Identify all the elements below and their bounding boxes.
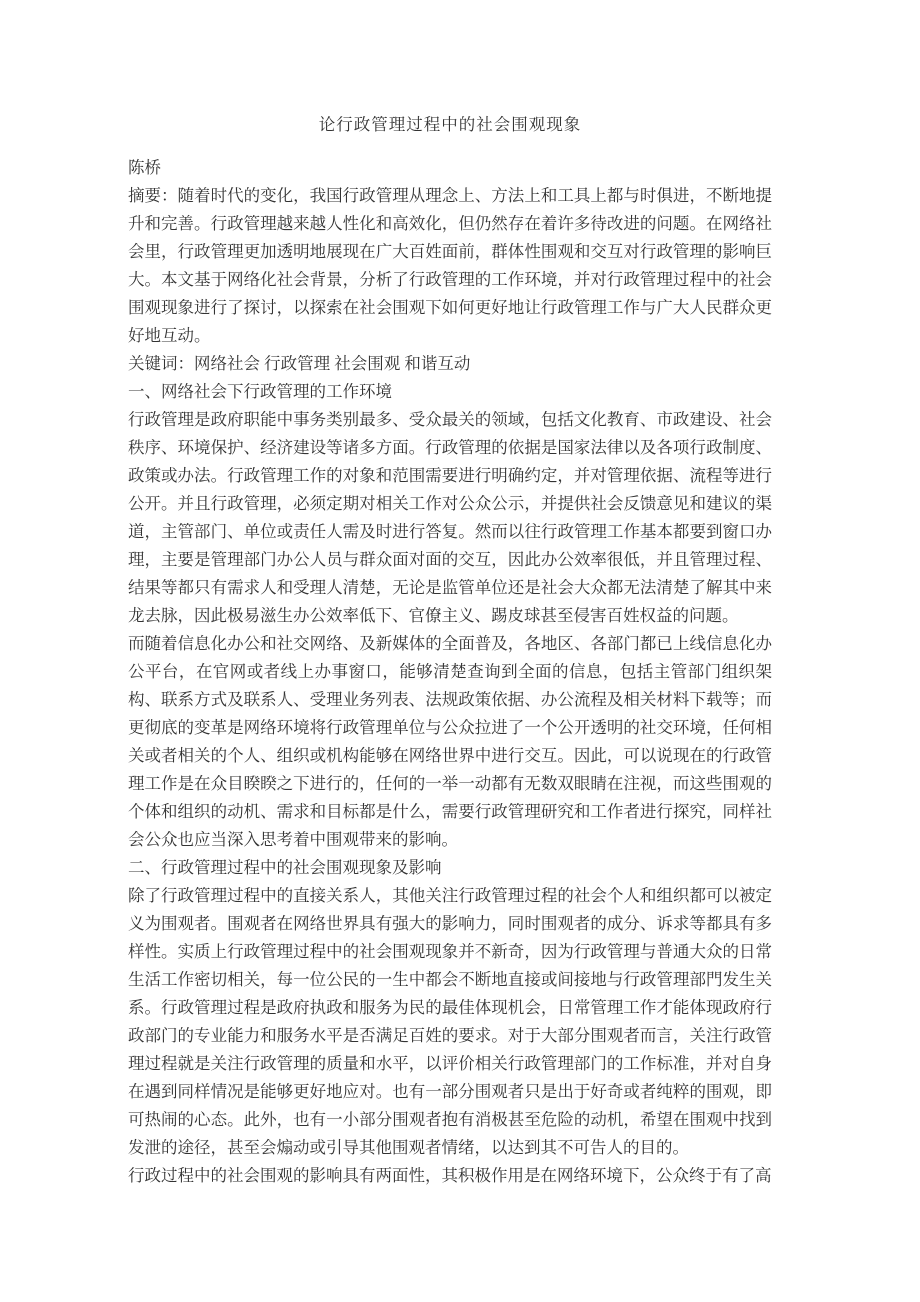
keywords-line: 关键词：网络社会 行政管理 社会围观 和谐互动 <box>128 354 471 373</box>
section-2-paragraph-2: 行政过程中的社会围观的影响具有两面性，其积极作用是在网络环境下，公众终于有了高 <box>128 1166 772 1185</box>
document-title: 论行政管理过程中的社会围观现象 <box>318 115 582 134</box>
section-2-paragraph-1: 除了行政管理过程中的直接关系人，其他关注行政管理过程的社会个人和组织都可以被定义为围观者。围观者在网络世界具有强大的影响力，同时围观者的成分、诉求等都具有多样性。实质上行政管理过程中的社会围观现象并不新奇，因为行政管理与普通大众的日常生活工作密切相关，每一位公民的一生中都会不断地直接或间接地与行政管理部門发生关系。行政管理过程是政府执政和服务为民的最佳体现机会，日常管理工作才能体现政府行政部门的专业能力和服务水平是否满足百姓的要求。对于大部分围观者而言，关注行政管理过程就是关注行政管理的质量和水平，以评价相关行政管理部门的工作标准，并对自身在遇到同样情况是能够更好地应对。也有一部分围观者只是出于好奇或者纯粹的围观，即可热闹的心态。此外，也有一小部分围观者抱有消极甚至危险的动机，希望在围观中找到发泄的途径，甚至会煽动或引导其他围观者情绪，以达到其不可告人的目的。 <box>128 886 772 1157</box>
document-content <box>128 111 772 1190</box>
section-1-paragraph-2: 而随着信息化办公和社交网络、及新媒体的全面普及，各地区、各部门都已上线信息化办公平台，在官网或者线上办事窗口，能够清楚查询到全面的信息，包括主管部门组织架构、联系方式及联系人、受理业务列表、法规政策依据、办公流程及相关材料下载等；而更彻底的变革是网络环境将行政管理单位与公众拉进了一个公开透明的社交环境，任何相关或者相关的个人、组织或机构能够在网络世界中进行交互。因此，可以说现在的行政管理工作是在众目睽睽之下进行的，任何的一举一动都有无数双眼睛在注视，而这些围观的个体和组织的动机、需求和目标都是什么，需要行政管理研究和工作者进行探究，同样社会公众也应当深入思考着中围观带来的影响。 <box>128 634 772 849</box>
author-name: 陈桥 <box>128 158 161 177</box>
section-1-paragraph-1: 行政管理是政府职能中事务类别最多、受众最关的领域，包括文化教育、市政建设、社会秩序、环境保护、经济建设等诸多方面。行政管理的依据是国家法律以及各项行政制度、政策或办法。行政管理工作的对象和范围需要进行明确约定，并对管理依据、流程等进行公开。并且行政管理，必须定期对相关工作对公众公示，并提供社会反馈意见和建议的渠道，主管部门、单位或责任人需及时进行答复。然而以往行政管理工作基本都要到窗口办理，主要是管理部门办公人员与群众面对面的交互，因此办公效率很低，并且管理过程、结果等都只有需求人和受理人清楚，无论是监管单位还是社会大众都无法清楚了解其中来龙去脉，因此极易滋生办公效率低下、官僚主义、踢皮球甚至侵害百姓权益的问题。 <box>128 410 772 625</box>
section-1-heading: 一、网络社会下行政管理的工作环境 <box>128 382 392 401</box>
section-2-heading: 二、行政管理过程中的社会围观现象及影响 <box>128 858 442 877</box>
abstract-paragraph: 摘要：随着时代的变化，我国行政管理从理念上、方法上和工具上都与时俱进，不断地提升和完善。行政管理越来越人性化和高效化，但仍然存在着许多待改进的问题。在网络社会里，行政管理更加透明地展现在广大百姓面前，群体性围观和交互对行政管理的影响巨大。本文基于网络化社会背景，分析了行政管理的工作环境，并对行政管理过程中的社会围观现象进行了探讨，以探索在社会围观下如何更好地让行政管理工作与广大人民群众更好地互动。 <box>128 186 772 345</box>
